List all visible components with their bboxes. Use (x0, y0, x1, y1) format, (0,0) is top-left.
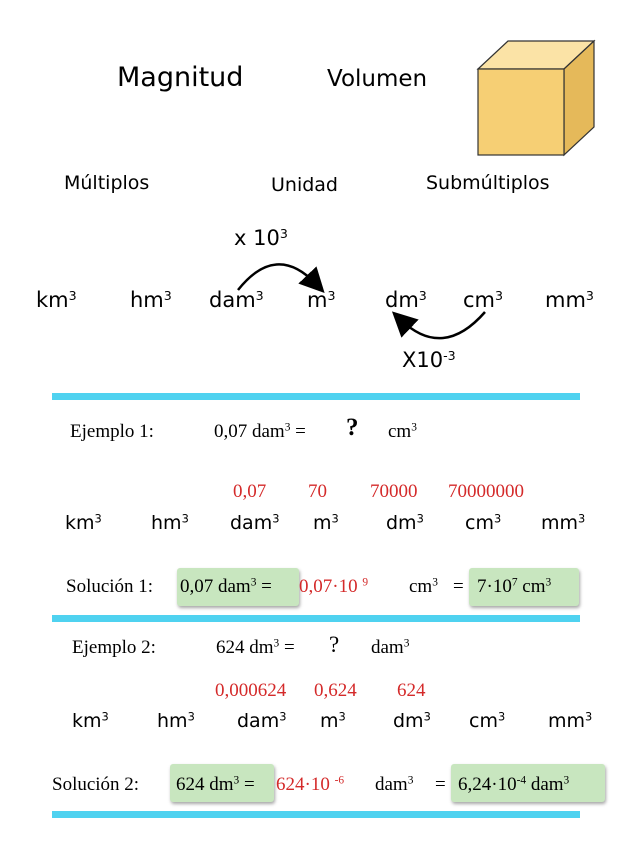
unidad-label: Unidad (271, 174, 338, 196)
ex1-unit-mm3: $mm^3$ (541, 511, 586, 534)
example1-step-dam: 0,07 (233, 481, 267, 502)
unit-km3: $km^3$ (36, 288, 77, 312)
ex1-unit-dam3: dam$^3$ (230, 511, 280, 534)
example2-step-dam: 0,000624 (215, 680, 287, 701)
example2-step-m: 0,624 (314, 680, 357, 701)
multiply-down-label: $X10^{-3}$ (402, 348, 456, 372)
example1-question: ? (346, 414, 359, 441)
example1-step-cm: 70000000 (448, 481, 524, 502)
unit-m3: $m^3$ (307, 288, 336, 312)
unit-hm3: $hm^3$ (130, 288, 172, 312)
unit-dam3: dam$^3$ (209, 288, 264, 312)
example2-value: 624 $dm^3$ = (216, 637, 295, 658)
unit-dm3: $dm^3$ (385, 288, 427, 312)
solution2-result: $6,24\cdot 10^{-4}$ dam$^3$ (458, 774, 570, 795)
example2-label: Ejemplo 2: (72, 637, 156, 658)
example2-step-dm: 624 (397, 680, 426, 701)
solution2-label: Solución 2: (52, 774, 140, 795)
solution2-start: 624 $dm^3$ = (176, 774, 255, 795)
divider-bar (52, 615, 580, 622)
unit-mm3: $mm^3$ (545, 288, 594, 312)
divider-bar (52, 393, 580, 400)
example1-value: 0,07 dam$^3$ = (214, 421, 306, 442)
cube-icon (472, 35, 602, 175)
ex1-unit-km3: $km^3$ (65, 511, 102, 534)
solution1-start: 0,07 dam$^3$ = (180, 576, 272, 597)
solution1-equals: = (453, 576, 464, 597)
example1-target: $cm^3$ (388, 421, 417, 442)
unit-cm3: $cm^3$ (463, 288, 504, 312)
solution1-mid: 0,07·10 $^9$ (299, 576, 369, 597)
multiplos-label: Múltiplos (64, 172, 150, 194)
ex2-unit-m3: $m^3$ (320, 709, 346, 732)
solution2-unit: dam$^3$ (375, 774, 414, 795)
solution1-unit: $cm^3$ (409, 576, 438, 597)
solution1-result: $7\cdot 10^7$ $cm^3$ (477, 576, 552, 597)
magnitud-title: Magnitud (117, 62, 244, 93)
example2-target: dam$^3$ (371, 637, 410, 658)
submultiplos-label: Submúltiplos (426, 172, 550, 194)
ex2-unit-dam3: dam$^3$ (237, 709, 287, 732)
ex2-unit-km3: $km^3$ (72, 709, 109, 732)
solution2-equals: = (435, 774, 446, 795)
example2-question: ? (329, 632, 340, 657)
ex1-unit-m3: $m^3$ (313, 511, 339, 534)
ex2-unit-hm3: $hm^3$ (157, 709, 195, 732)
volumen-title: Volumen (327, 66, 428, 92)
solution1-label: Solución 1: (66, 576, 154, 597)
example1-label: Ejemplo 1: (70, 421, 154, 442)
ex2-unit-dm3: $dm^3$ (393, 709, 431, 732)
multiply-up-label: x $10^3$ (234, 226, 288, 250)
example1-step-m: 70 (308, 481, 327, 502)
ex2-unit-mm3: $mm^3$ (548, 709, 593, 732)
solution2-mid: 624·10 $^{-6}$ (276, 774, 345, 795)
ex2-unit-cm3: $cm^3$ (469, 709, 506, 732)
example1-step-dm: 70000 (370, 481, 418, 502)
divider-bar (52, 811, 580, 818)
ex1-unit-hm3: $hm^3$ (151, 511, 189, 534)
ex1-unit-cm3: $cm^3$ (465, 511, 502, 534)
ex1-unit-dm3: $dm^3$ (386, 511, 424, 534)
